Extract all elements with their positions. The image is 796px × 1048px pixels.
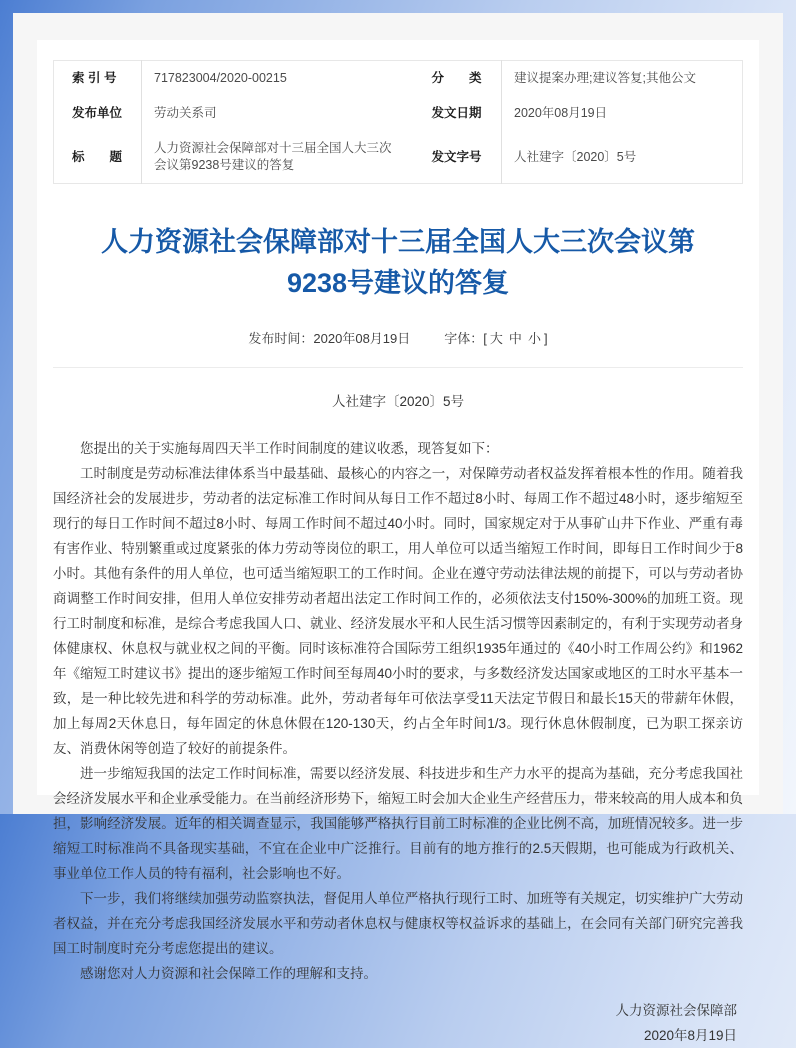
document-body (37, 436, 759, 986)
page-title: 人力资源社会保障部对十三届全国人大三次会议第9238号建议的答复 (71, 222, 725, 304)
meta-label-category: 分 类 (414, 61, 502, 97)
paragraph-working-hours-system: 工时制度是劳动标准法律体系当中最基础、最核心的内容之一，对保障劳动者权益发挥着根本性的作用。随着我国经济社会的发展进步，劳动者的法定标准工作时间从每日工作不超过8小时、每周工作不超过48小时，逐步缩短至现行的每日工作时间不超过8小时、每周工作时间不超过40小时。同时，国家规定对于从事矿山井下作业、严重有毒有害作业、特别繁重或过度紧张的体力劳动等岗位的职工，用人单位可以适当缩短工作时间，即每日工作时间少于8小时。其他有条件的用人单位，也可适当缩短职工的工作时间。企业在遵守劳动法律法规的前提下，可以与劳动者协商调整工作时间安排，但用人单位安排劳动者超出法定工作时间工作的，必须依法支付150%-300%的加班工资。现行工时制度和标准，是综合考虑我国人口、就业、经济发展水平和人民生活习惯等因素制定的，有利于实现劳动者身体健康权、休息权与就业权之间的平衡。同时该标准符合国际劳工组织1935年通过的《40小时工作周公约》和1962年《缩短工时建议书》提出的逐步缩短工作时间至每周40小时的要求，与多数经济发达国家或地区的工时水平基本一致，是一种比较先进和科学的劳动标准。此外，劳动者每年可依法享受11天法定节假日和最长15天的带薪年休假，加上每周2天休息日，每年固定的休息休假在120-130天，约占全年时间1/3。现行休息休假制度，已为职工探亲访友、消费休闲等创造了较好的前提条件。 (53, 461, 743, 761)
meta-label-doc-symbol: 发文字号 (414, 131, 502, 184)
document-number: 人社建字〔2020〕5号 (37, 390, 759, 410)
meta-table (53, 60, 743, 184)
document-card (37, 40, 759, 795)
table-row (54, 96, 743, 131)
meta-value-doc-symbol: 人社建字〔2020〕5号 (502, 131, 743, 184)
font-size-selector (444, 331, 547, 346)
meta-value-issuing-unit: 劳动关系司 (142, 96, 414, 131)
signature-block (37, 998, 759, 1048)
meta-label-issue-date: 发文日期 (414, 96, 502, 131)
page-background-panel (13, 13, 783, 814)
section-divider (53, 367, 743, 368)
publish-time-label: 发布时间： (248, 331, 313, 346)
meta-label-title: 标 题 (54, 131, 142, 184)
meta-label-issuing-unit: 发布单位 (54, 96, 142, 131)
table-row (54, 61, 743, 97)
paragraph-next-steps: 下一步，我们将继续加强劳动监察执法，督促用人单位严格执行现行工时、加班等有关规定，切实维护广大劳动者权益，并在充分考虑我国经济发展水平和劳动者休息权与健康权等权益诉求的基础上，在会同有关部门研究完善我国工时制度时充分考虑您提出的建议。 (53, 886, 743, 961)
font-size-label: 字体： (444, 331, 483, 346)
font-bracket-close: ] (544, 331, 548, 346)
signature-org: 人力资源社会保障部 (37, 998, 737, 1023)
paragraph-shortening-standard: 进一步缩短我国的法定工作时间标准，需要以经济发展、科技进步和生产力水平的提高为基础，充分考虑我国社会经济发展水平和企业承受能力。在当前经济形势下，缩短工时会加大企业生产经营压力，带来较高的用人成本和负担，影响经济发展。近年的相关调查显示，我国能够严格执行目前工时标准的企业比例不高，加班情况较多。进一步缩短工时标准尚不具备现实基础，不宜在企业中广泛推行。目前有的地方推行的2.5天假期，也可能成为行政机关、事业单位工作人员的特有福利，社会影响也不好。 (53, 761, 743, 886)
meta-value-title: 人力资源社会保障部对十三届全国人大三次会议第9238号建议的答复 (142, 131, 414, 184)
table-row (54, 131, 743, 184)
publish-time-value: 2020年08月19日 (313, 331, 410, 346)
publish-info-line (37, 328, 759, 347)
paragraph-thanks: 感谢您对人力资源和社会保障工作的理解和支持。 (53, 961, 743, 986)
paragraph-opening: 您提出的关于实施每周四天半工作时间制度的建议收悉，现答复如下： (53, 436, 743, 461)
meta-value-category: 建议提案办理;建议答复;其他公文 (502, 61, 743, 97)
meta-value-index-no: 717823004/2020-00215 (142, 61, 414, 97)
font-bracket-open: [ (483, 331, 487, 346)
meta-label-index-no: 索 引 号 (54, 61, 142, 97)
font-size-large-button[interactable]: 大 (487, 331, 506, 346)
font-size-small-button[interactable]: 小 (525, 331, 544, 346)
signature-date: 2020年8月19日 (37, 1023, 737, 1048)
font-size-medium-button[interactable]: 中 (506, 331, 525, 346)
meta-value-issue-date: 2020年08月19日 (502, 96, 743, 131)
